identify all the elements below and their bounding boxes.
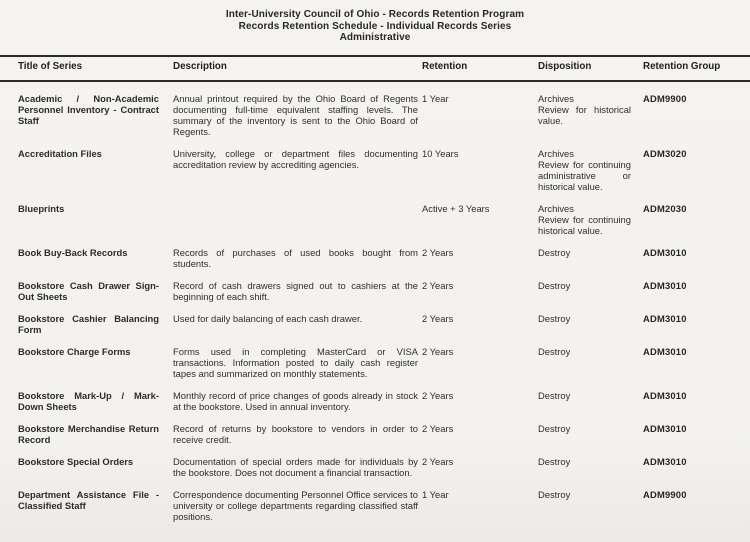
row-retention-group: ADM3010 [643, 345, 687, 357]
row-retention: 10 Years [422, 147, 459, 159]
table-row [0, 192, 750, 236]
row-disposition [538, 379, 643, 412]
row-title: Bookstore Merchandise Return Record [18, 422, 159, 445]
column-header-title-of-series: Title of Series [0, 56, 173, 81]
row-retention-group: ADM3010 [643, 389, 687, 401]
row-disposition-action: Archives [538, 202, 574, 214]
row-disposition-action: Destroy [538, 422, 571, 434]
row-description: Documentation of special orders made for individuals by the bookstore. Does not document a financial transaction. [173, 455, 418, 478]
records-retention-table [0, 55, 750, 522]
row-disposition-action: Destroy [538, 455, 571, 467]
row-title: Bookstore Mark-Up / Mark-Down Sheets [18, 389, 159, 412]
table-row [0, 81, 750, 137]
row-retention: 2 Years [422, 422, 454, 434]
table-row [0, 269, 750, 302]
row-title: Bookstore Charge Forms [18, 345, 131, 357]
row-disposition-action: Destroy [538, 312, 571, 324]
table-header [0, 56, 750, 81]
column-header-retention: Retention [422, 56, 538, 81]
row-retention-group: ADM9900 [643, 488, 687, 500]
row-disposition [538, 81, 643, 137]
row-retention: 1 Year [422, 488, 449, 500]
row-disposition-action: Archives [538, 147, 574, 159]
row-title: Bookstore Special Orders [18, 455, 134, 467]
table-row [0, 412, 750, 445]
row-disposition-action: Destroy [538, 345, 571, 357]
row-title: Bookstore Cash Drawer Sign-Out Sheets [18, 279, 159, 302]
document-header [0, 0, 750, 44]
row-description: Forms used in completing MasterCard or VISA transactions. Information posted to daily cash register tapes and summarized on monthly statements. [173, 345, 418, 379]
table-row [0, 335, 750, 379]
row-disposition-action: Destroy [538, 488, 571, 500]
row-description: Monthly record of price changes of goods already in stock at the bookstore. Used in annual inventory. [173, 389, 418, 412]
document-title-line-1: Inter-University Council of Ohio - Records Retention Program [225, 9, 525, 20]
row-disposition [538, 236, 643, 269]
row-retention-group: ADM3020 [643, 147, 687, 159]
row-disposition [538, 412, 643, 445]
column-header-disposition: Disposition [538, 56, 643, 81]
row-retention-group: ADM3010 [643, 455, 687, 467]
document-title-line-2: Records Retention Schedule - Individual Records Series [238, 20, 512, 32]
row-disposition-note: Review for continuing administrative or historical value. [538, 158, 631, 192]
row-disposition-action: Destroy [538, 246, 571, 258]
row-retention-group: ADM3010 [643, 246, 687, 258]
row-disposition [538, 302, 643, 335]
row-retention-group: ADM3010 [643, 422, 687, 434]
row-description: Annual printout required by the Ohio Board of Regents documenting full-time equivalent staffing levels. The summary of the inventory is sent to the Ohio Board of Regents. [173, 92, 418, 137]
row-retention: 2 Years [422, 312, 454, 324]
row-disposition [538, 269, 643, 302]
table-row [0, 302, 750, 335]
row-title: Book Buy-Back Records [18, 246, 128, 258]
row-retention: 2 Years [422, 389, 454, 401]
row-description: Records of purchases of used books bought from students. [173, 246, 418, 269]
row-disposition [538, 478, 643, 522]
row-title: Blueprints [18, 202, 65, 214]
row-description [173, 192, 422, 236]
row-title: Accreditation Files [18, 147, 102, 159]
row-retention: 2 Years [422, 246, 454, 258]
row-retention-group: ADM2030 [643, 202, 687, 214]
table-row [0, 137, 750, 192]
document-title-line-3: Administrative [339, 32, 411, 43]
row-title: Bookstore Cashier Balancing Form [18, 312, 159, 335]
row-disposition [538, 445, 643, 478]
row-retention: Active + 3 Years [422, 202, 490, 214]
records-table-body [0, 81, 750, 522]
row-disposition-note: Review for historical value. [538, 103, 631, 126]
row-retention-group: ADM3010 [643, 279, 687, 291]
table-row [0, 379, 750, 412]
row-disposition [538, 192, 643, 236]
row-retention: 2 Years [422, 455, 454, 467]
row-retention-group: ADM3010 [643, 312, 687, 324]
row-disposition-action: Archives [538, 92, 574, 104]
row-disposition [538, 335, 643, 379]
table-row [0, 445, 750, 478]
row-title: Academic / Non-Academic Personnel Inventory - Contract Staff [18, 92, 159, 126]
row-description: Record of cash drawers signed out to cashiers at the beginning of each shift. [173, 279, 418, 302]
row-disposition-action: Destroy [538, 279, 571, 291]
row-disposition-action: Destroy [538, 389, 571, 401]
row-disposition-note: Review for continuing historical value. [538, 213, 631, 236]
row-retention-group: ADM9900 [643, 92, 687, 104]
column-header-retention-group: Retention Group [643, 56, 750, 81]
table-header-row [0, 56, 750, 81]
column-header-description: Description [173, 56, 422, 81]
table-row [0, 478, 750, 522]
row-retention: 2 Years [422, 279, 454, 291]
row-description: Correspondence documenting Personnel Office services to university or college departments regarding classified staff positions. [173, 488, 418, 522]
row-description: Record of returns by bookstore to vendors in order to receive credit. [173, 422, 418, 445]
table-row [0, 236, 750, 269]
row-title: Department Assistance File - Classified Staff [18, 488, 159, 511]
row-retention: 2 Years [422, 345, 454, 357]
row-retention: 1 Year [422, 92, 449, 104]
row-disposition [538, 137, 643, 192]
row-description: Used for daily balancing of each cash drawer. [173, 312, 363, 324]
row-description: University, college or department files documenting accreditation review by accrediting agencies. [173, 147, 418, 170]
